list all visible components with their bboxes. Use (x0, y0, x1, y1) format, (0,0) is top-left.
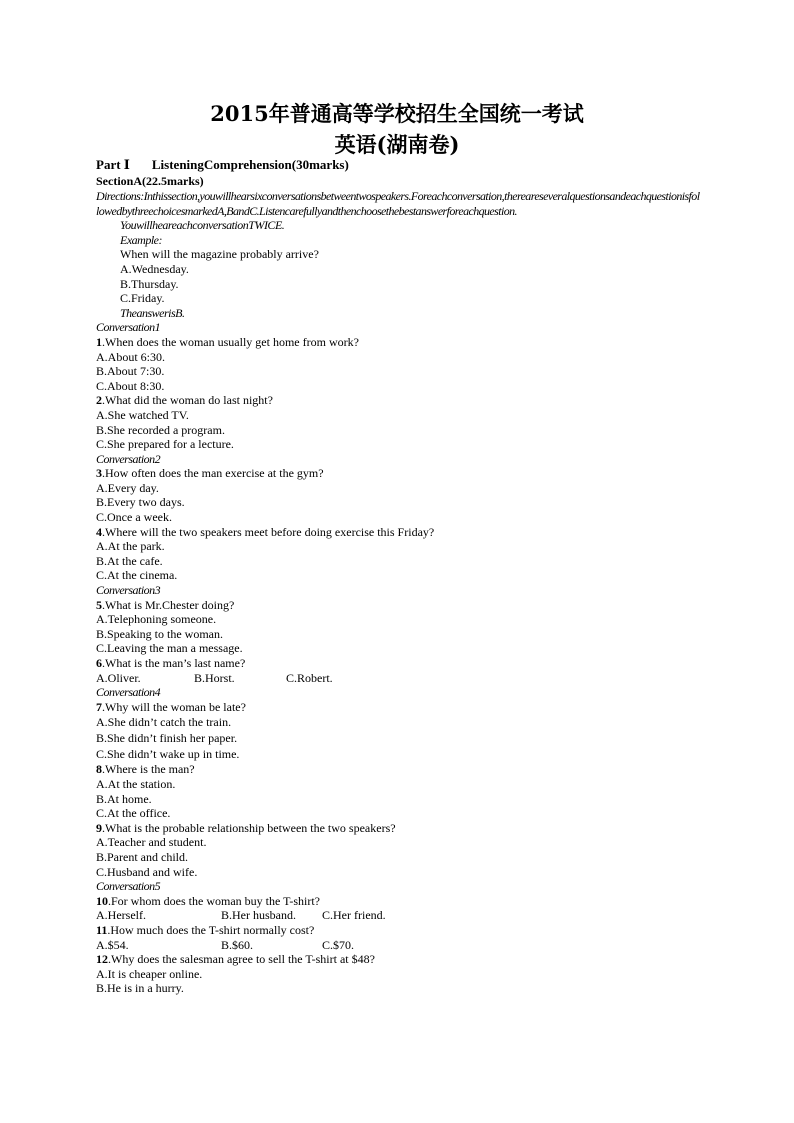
exam-title: 2015年普通高等学校招生全国统一考试 (210, 101, 584, 126)
option: B.She didn’t finish her paper. (96, 731, 238, 746)
question-text: .What is the probable relationship between the two speakers? (102, 820, 396, 835)
question-8 (96, 762, 706, 777)
document-body (96, 156, 706, 996)
question-9 (96, 821, 706, 836)
question-number: 7 (96, 699, 102, 714)
option: C.About 8:30. (96, 378, 165, 393)
question-6 (96, 656, 706, 671)
option: B.Every two days. (96, 495, 185, 510)
question-number: 4 (96, 524, 102, 539)
option: C.Her friend. (322, 908, 386, 923)
question-text: .What is Mr.Chester doing? (102, 597, 235, 612)
question-text: .How much does the T-shirt normally cost? (107, 922, 315, 937)
option-row (96, 938, 706, 953)
option: A.She watched TV. (96, 407, 189, 422)
option: B.Horst. (194, 670, 235, 685)
question-7 (96, 700, 706, 715)
twice-note: YouwillheareachconversationTWICE. (120, 218, 285, 233)
question-text: .For whom does the woman buy the T-shirt? (108, 893, 320, 908)
question-5 (96, 598, 706, 613)
example-answer: TheanswerisB. (120, 305, 185, 320)
question-text: .What did the woman do last night? (102, 393, 273, 408)
question-text: .What is the man’s last name? (102, 656, 246, 670)
option: C.Leaving the man a message. (96, 641, 243, 656)
option: A.Herself. (96, 908, 146, 923)
option: C.Once a week. (96, 510, 172, 525)
option: B.She recorded a program. (96, 422, 225, 437)
question-text: .When does the woman usually get home from work? (102, 334, 359, 349)
exam-subtitle: 英语(湖南卷) (334, 132, 460, 157)
question-1 (96, 335, 706, 350)
question-text: .Why does the salesman agree to sell the T-shirt at $48? (108, 952, 375, 967)
question-number: 3 (96, 466, 102, 481)
option: B.He is in a hurry. (96, 981, 184, 996)
option: A.At the station. (96, 776, 176, 791)
question-number: 10 (96, 893, 108, 908)
option: A.She didn’t catch the train. (96, 715, 232, 730)
example-option: B.Thursday. (120, 276, 179, 291)
question-number: 8 (96, 762, 102, 777)
option: A.Oliver. (96, 670, 141, 685)
option: B.About 7:30. (96, 364, 165, 379)
option: A.At the park. (96, 539, 165, 554)
option: A.About 6:30. (96, 349, 165, 364)
option: A.It is cheaper online. (96, 966, 203, 981)
option: C.At the cinema. (96, 568, 178, 583)
example-option: A.Wednesday. (120, 261, 189, 276)
question-text: .How often does the man exercise at the gym? (102, 466, 324, 481)
option: B.At the cafe. (96, 553, 163, 568)
conversation-label: Conversation2 (96, 451, 161, 466)
option: B.Speaking to the woman. (96, 626, 223, 641)
option: B.$60. (221, 937, 254, 952)
option: C.Husband and wife. (96, 864, 198, 879)
option: B.Her husband. (221, 908, 296, 923)
example-question: When will the magazine probably arrive? (120, 247, 319, 262)
question-number: 5 (96, 597, 102, 612)
option-row (96, 671, 706, 686)
option: A.Telephoning someone. (96, 612, 217, 627)
option: A.$54. (96, 937, 129, 952)
option: C.At the office. (96, 806, 171, 821)
question-number: 6 (96, 656, 102, 670)
option: A.Teacher and student. (96, 835, 207, 850)
option: C.$70. (322, 937, 355, 952)
option: B.At home. (96, 791, 152, 806)
part-name: ListeningComprehension(30marks) (151, 157, 349, 172)
option: A.Every day. (96, 480, 159, 495)
option: C.She didn’t wake up in time. (96, 747, 240, 762)
conversation-label: Conversation3 (96, 583, 161, 598)
directions-text: Directions:Inthissection,youwillhearsixconversationsbetweentwospeakers.Foreachconversation,thereareseveralquestionsandeachquestionisfollowedbythreechoicesmarkedA,BandC.Listencarefullyandthenchoosethebestanswerforeachquestion. (96, 189, 700, 218)
question-2 (96, 393, 706, 408)
question-12 (96, 952, 706, 967)
conversation-label: Conversation4 (96, 685, 161, 700)
option: B.Parent and child. (96, 849, 188, 864)
conversation-label: Conversation5 (96, 879, 161, 894)
question-3 (96, 466, 706, 481)
question-number: 11 (96, 922, 108, 937)
option: C.She prepared for a lecture. (96, 437, 234, 452)
example-label: Example: (120, 232, 162, 247)
question-number: 2 (96, 393, 102, 408)
question-number: 1 (96, 334, 102, 349)
part-label: Part Ⅰ (96, 157, 130, 172)
conversation-label: Conversation1 (96, 320, 161, 335)
question-text: .Where is the man? (102, 762, 195, 777)
example-option: C.Friday. (120, 291, 165, 306)
part-heading (96, 156, 706, 174)
option: C.Robert. (286, 670, 333, 685)
question-text: .Where will the two speakers meet before doing exercise this Friday? (102, 524, 435, 539)
question-4 (96, 525, 706, 540)
question-10 (96, 894, 706, 909)
question-11 (96, 923, 706, 938)
question-number: 9 (96, 820, 102, 835)
question-number: 12 (96, 952, 108, 967)
option-row (96, 908, 706, 923)
section-heading: SectionA(22.5marks) (96, 174, 204, 188)
question-text: .Why will the woman be late? (102, 699, 246, 714)
